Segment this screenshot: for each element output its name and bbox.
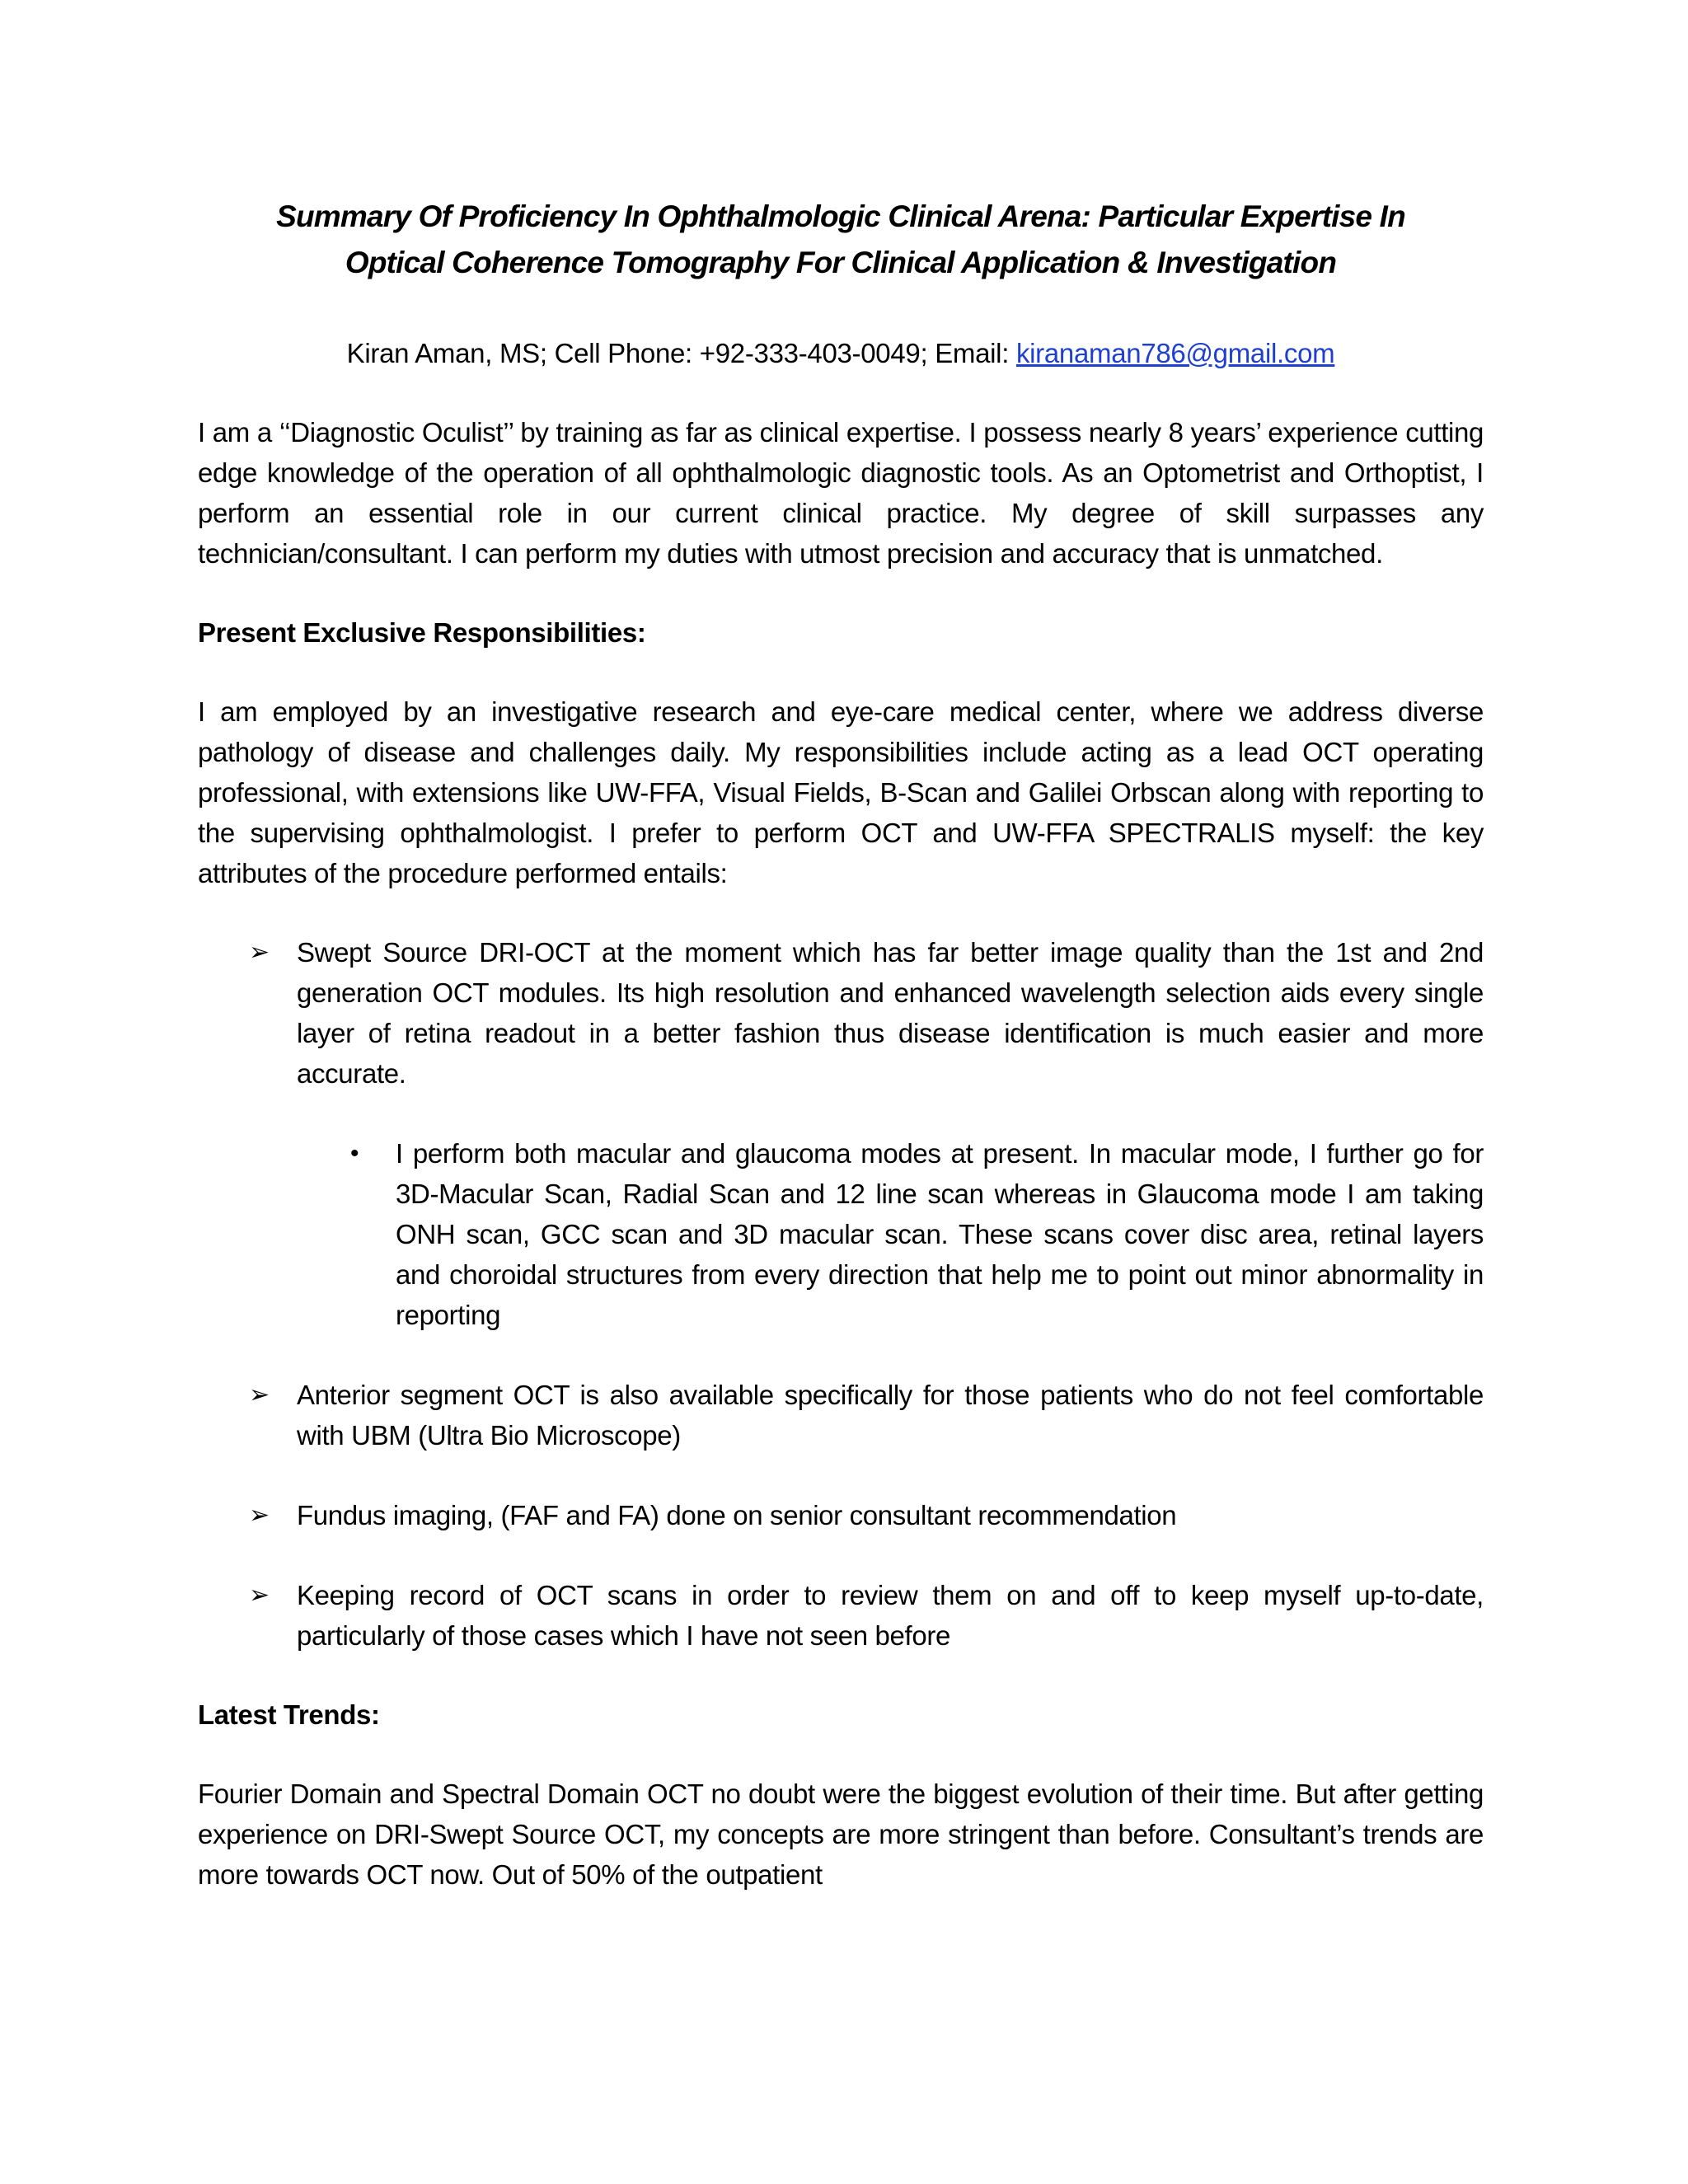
title-line-2: Optical Coherence Tomography For Clinical Application & Investigation [345, 246, 1337, 279]
contact-line [198, 334, 1484, 373]
sub-list [297, 1133, 1484, 1335]
list-item [198, 1575, 1484, 1656]
responsibilities-heading: Present Exclusive Responsibilities: [198, 617, 646, 648]
arrow-bullet-icon: ➢ [249, 1502, 270, 1529]
title-line-1: Summary Of Proficiency In Ophthalmologic Clinical Arena: Particular Expertise In [276, 199, 1405, 233]
responsibilities-paragraph: I am employed by an investigative research and eye-care medical center, where we address diverse pathology of disease and challenges daily. My responsibilities include acting as a lead OCT operating professional, with extensions like UW-FFA, Visual Fields, B-Scan and Galilei Orbscan along with reporting to the supervising ophthalmologist. I prefer to perform OCT and UW-FFA SPECTRALIS myself: the key attributes of the procedure performed entails: [198, 696, 1484, 888]
list-item [198, 932, 1484, 1335]
trends-paragraph: Fourier Domain and Spectral Domain OCT no doubt were the biggest evolution of their time. But after getting experience on DRI-Swept Source OCT, my concepts are more stringent than before. Consultant’s trends are more towards OCT now. Out of 50% of the outpatient [198, 1779, 1484, 1890]
list-item-text: Anterior segment OCT is also available specifically for those patients who do not feel comfortable with UBM (Ultra Bio Microscope) [297, 1380, 1484, 1451]
arrow-bullet-icon: ➢ [249, 1582, 270, 1609]
document-title [198, 194, 1484, 286]
list-item [198, 1375, 1484, 1455]
list-item [198, 1495, 1484, 1535]
intro-paragraph: I am a ‘‘Diagnostic Oculist’’ by training as far as clinical expertise. I possess nearly 8 years’ experience cutting edge knowledge of the operation of all ophthalmologic diagnostic tools. As an Optometrist and Orthoptist, I perform an essential role in our current clinical practice. My degree of skill surpasses any technician/consultant. I can perform my duties with utmost precision and accuracy that is unmatched. [198, 417, 1484, 569]
list-item-text: Keeping record of OCT scans in order to review them on and off to keep myself up-to-date, particularly of those cases which I have not seen before [297, 1580, 1484, 1651]
list-item-text: Fundus imaging, (FAF and FA) done on senior consultant recommendation [297, 1500, 1177, 1530]
sub-list-item-text: I perform both macular and glaucoma modes at present. In macular mode, I further go for 3D-Macular Scan, Radial Scan and 12 line scan whereas in Glaucoma mode I am taking ONH scan, GCC scan and 3D macular scan. These scans cover disc area, retinal layers and choroidal structures from every direction that help me to point out minor abnormality in reporting [396, 1138, 1484, 1330]
contact-details: Kiran Aman, MS; Cell Phone: +92-333-403-0049; Email: [346, 338, 1016, 368]
trends-heading: Latest Trends: [198, 1699, 380, 1730]
arrow-bullet-icon: ➢ [249, 1381, 270, 1408]
email-link[interactable]: kiranaman786@gmail.com [1015, 338, 1335, 368]
list-item-text: Swept Source DRI-OCT at the moment which has far better image quality than the 1st and 2nd generation OCT modules. Its high resolution and enhanced wavelength selection aids every single layer of retina readout in a better fashion thus disease identification is much easier and more accurate. [297, 937, 1484, 1089]
responsibilities-list [198, 932, 1484, 1656]
document-page [198, 194, 1484, 1895]
sub-list-item [297, 1133, 1484, 1335]
arrow-bullet-icon: ➢ [249, 939, 270, 966]
round-bullet-icon: • [350, 1140, 359, 1167]
